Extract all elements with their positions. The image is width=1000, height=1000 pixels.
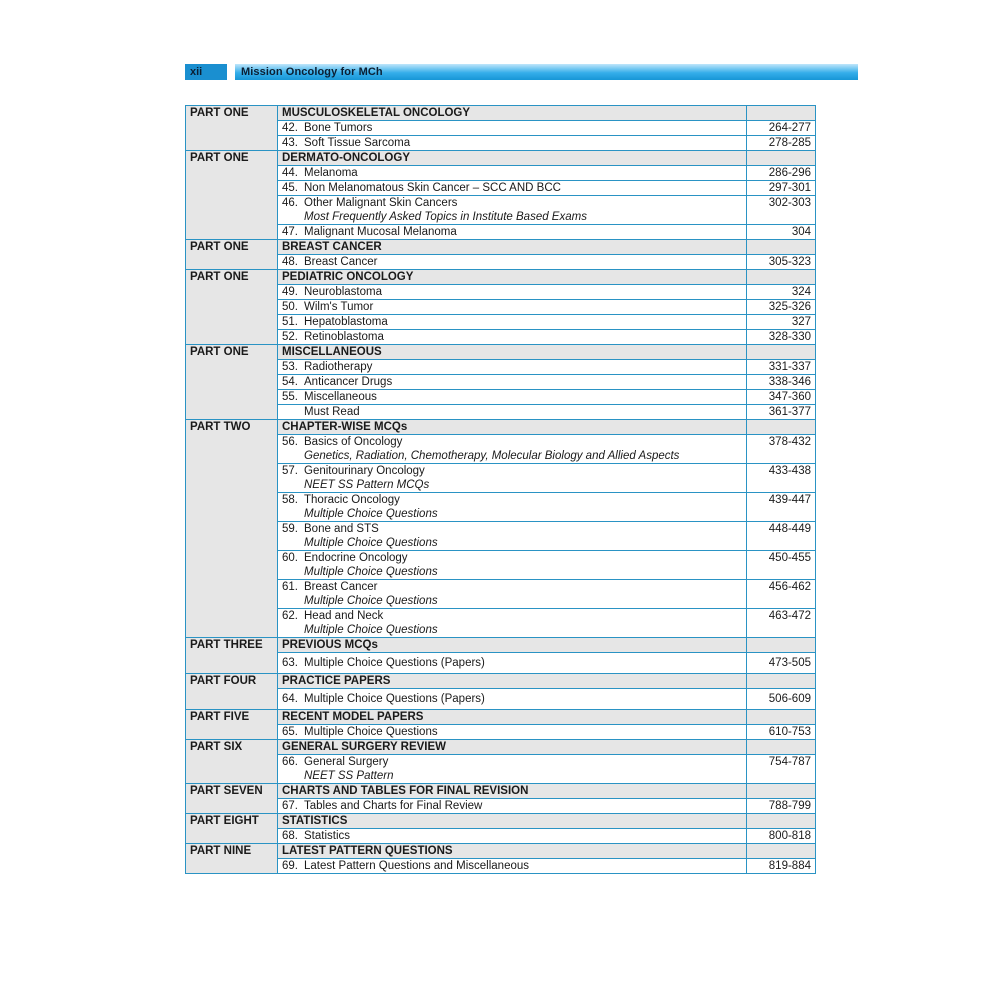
chapter-cell — [278, 689, 747, 710]
chapter-cell — [278, 136, 747, 151]
chapter-pages: 327 — [747, 315, 816, 330]
chapter-cell — [278, 551, 747, 580]
chapter-title: Radiotherapy — [304, 361, 373, 373]
section-title: LATEST PATTERN QUESTIONS — [278, 844, 747, 859]
section-pages-cell — [747, 784, 816, 799]
chapter-title: Wilm's Tumor — [304, 301, 374, 313]
section-row — [186, 740, 816, 755]
chapter-number: 60. — [282, 552, 298, 564]
chapter-pages: 448-449 — [747, 522, 816, 551]
part-label: PART THREE — [186, 638, 278, 674]
chapter-pages: 278-285 — [747, 136, 816, 151]
chapter-cell — [278, 255, 747, 270]
chapter-row — [186, 375, 816, 390]
section-title: STATISTICS — [278, 814, 747, 829]
chapter-number: 44. — [282, 167, 298, 179]
chapter-row — [186, 522, 816, 551]
chapter-title: Basics of Oncology — [304, 436, 403, 448]
chapter-subtitle: Most Frequently Asked Topics in Institute Based Exams — [304, 211, 587, 223]
section-row — [186, 106, 816, 121]
chapter-number: 61. — [282, 581, 298, 593]
section-pages-cell — [747, 638, 816, 653]
chapter-pages: 361-377 — [747, 405, 816, 420]
section-pages-cell — [747, 106, 816, 121]
section-row — [186, 151, 816, 166]
chapter-number: 66. — [282, 756, 298, 768]
header-bar — [235, 64, 858, 80]
chapter-title: Statistics — [304, 830, 351, 842]
chapter-cell — [278, 799, 747, 814]
chapter-title: Multiple Choice Questions — [304, 726, 438, 738]
chapter-pages: 800-818 — [747, 829, 816, 844]
chapter-pages: 305-323 — [747, 255, 816, 270]
chapter-number: 46. — [282, 197, 298, 209]
section-title: GENERAL SURGERY REVIEW — [278, 740, 747, 755]
chapter-row — [186, 609, 816, 638]
chapter-row — [186, 300, 816, 315]
part-label: PART ONE — [186, 240, 278, 270]
chapter-title: Head and Neck — [304, 610, 384, 622]
chapter-cell — [278, 755, 747, 784]
chapter-row — [186, 829, 816, 844]
part-label: PART ONE — [186, 106, 278, 151]
chapter-title: Non Melanomatous Skin Cancer – SCC AND BCC — [304, 182, 561, 194]
chapter-title: Other Malignant Skin Cancers — [304, 197, 458, 209]
chapter-number: 55. — [282, 391, 298, 403]
chapter-row — [186, 136, 816, 151]
chapter-cell — [278, 609, 747, 638]
chapter-pages: 302-303 — [747, 196, 816, 225]
chapter-cell — [278, 360, 747, 375]
chapter-number: 68. — [282, 830, 298, 842]
chapter-row — [186, 653, 816, 674]
chapter-cell — [278, 300, 747, 315]
chapter-row — [186, 493, 816, 522]
chapter-number: 45. — [282, 182, 298, 194]
chapter-row — [186, 689, 816, 710]
chapter-number: 59. — [282, 523, 298, 535]
chapter-title: Soft Tissue Sarcoma — [304, 137, 411, 149]
chapter-row — [186, 390, 816, 405]
chapter-cell — [278, 225, 747, 240]
section-title: CHAPTER-WISE MCQs — [278, 420, 747, 435]
chapter-pages: 439-447 — [747, 493, 816, 522]
chapter-subtitle: NEET SS Pattern MCQs — [304, 479, 430, 491]
chapter-title: Bone Tumors — [304, 122, 373, 134]
chapter-pages: 473-505 — [747, 653, 816, 674]
section-row — [186, 784, 816, 799]
chapter-title: Genitourinary Oncology — [304, 465, 425, 477]
part-label: PART ONE — [186, 270, 278, 345]
chapter-number: 67. — [282, 800, 298, 812]
chapter-number: 54. — [282, 376, 298, 388]
section-pages-cell — [747, 240, 816, 255]
section-pages-cell — [747, 151, 816, 166]
chapter-cell — [278, 121, 747, 136]
section-pages-cell — [747, 844, 816, 859]
chapter-number: 48. — [282, 256, 298, 268]
chapter-row — [186, 360, 816, 375]
chapter-row — [186, 225, 816, 240]
chapter-number: 53. — [282, 361, 298, 373]
section-pages-cell — [747, 814, 816, 829]
chapter-row — [186, 166, 816, 181]
chapter-cell — [278, 330, 747, 345]
chapter-row — [186, 181, 816, 196]
chapter-cell — [278, 435, 747, 464]
page-number: xii — [185, 64, 227, 80]
chapter-row — [186, 255, 816, 270]
chapter-pages: 286-296 — [747, 166, 816, 181]
chapter-title: Breast Cancer — [304, 581, 378, 593]
chapter-pages: 754-787 — [747, 755, 816, 784]
chapter-cell — [278, 375, 747, 390]
chapter-pages: 788-799 — [747, 799, 816, 814]
chapter-cell — [278, 653, 747, 674]
chapter-number: 56. — [282, 436, 298, 448]
chapter-row — [186, 405, 816, 420]
chapter-cell — [278, 522, 747, 551]
chapter-pages: 325-326 — [747, 300, 816, 315]
chapter-subtitle: Genetics, Radiation, Chemotherapy, Molecular Biology and Allied Aspects — [304, 450, 680, 462]
chapter-number: 58. — [282, 494, 298, 506]
chapter-pages: 264-277 — [747, 121, 816, 136]
chapter-cell — [278, 405, 747, 420]
chapter-cell — [278, 580, 747, 609]
chapter-cell — [278, 181, 747, 196]
chapter-title: Endocrine Oncology — [304, 552, 408, 564]
section-title: MISCELLANEOUS — [278, 345, 747, 360]
section-row — [186, 814, 816, 829]
part-label: PART TWO — [186, 420, 278, 638]
chapter-cell — [278, 166, 747, 181]
chapter-title: Must Read — [304, 406, 360, 418]
chapter-row — [186, 580, 816, 609]
chapter-title: Multiple Choice Questions (Papers) — [304, 693, 485, 705]
section-title: BREAST CANCER — [278, 240, 747, 255]
section-pages-cell — [747, 420, 816, 435]
chapter-title: Thoracic Oncology — [304, 494, 400, 506]
chapter-number: 57. — [282, 465, 298, 477]
chapter-row — [186, 315, 816, 330]
section-title: RECENT MODEL PAPERS — [278, 710, 747, 725]
chapter-row — [186, 121, 816, 136]
chapter-cell — [278, 829, 747, 844]
section-title: MUSCULOSKELETAL ONCOLOGY — [278, 106, 747, 121]
chapter-pages: 819-884 — [747, 859, 816, 874]
chapter-pages: 331-337 — [747, 360, 816, 375]
chapter-number: 51. — [282, 316, 298, 328]
chapter-row — [186, 464, 816, 493]
chapter-pages: 297-301 — [747, 181, 816, 196]
chapter-title: General Surgery — [304, 756, 389, 768]
section-pages-cell — [747, 674, 816, 689]
chapter-pages: 378-432 — [747, 435, 816, 464]
chapter-pages: 610-753 — [747, 725, 816, 740]
chapter-pages: 347-360 — [747, 390, 816, 405]
chapter-number: 49. — [282, 286, 298, 298]
chapter-subtitle: Multiple Choice Questions — [304, 595, 438, 607]
section-title: PRACTICE PAPERS — [278, 674, 747, 689]
part-label: PART FOUR — [186, 674, 278, 710]
chapter-subtitle: Multiple Choice Questions — [304, 624, 438, 636]
chapter-number: 62. — [282, 610, 298, 622]
chapter-title: Breast Cancer — [304, 256, 378, 268]
chapter-cell — [278, 390, 747, 405]
running-header — [185, 64, 858, 80]
chapter-number: 42. — [282, 122, 298, 134]
chapter-cell — [278, 859, 747, 874]
chapter-subtitle: NEET SS Pattern — [304, 770, 394, 782]
chapter-title: Melanoma — [304, 167, 358, 179]
section-row — [186, 420, 816, 435]
chapter-number: 63. — [282, 657, 298, 669]
chapter-pages: 328-330 — [747, 330, 816, 345]
chapter-pages: 463-472 — [747, 609, 816, 638]
chapter-row — [186, 799, 816, 814]
table-of-contents — [185, 105, 816, 874]
chapter-row — [186, 330, 816, 345]
chapter-cell — [278, 196, 747, 225]
section-row — [186, 638, 816, 653]
section-pages-cell — [747, 270, 816, 285]
chapter-cell — [278, 725, 747, 740]
chapter-row — [186, 285, 816, 300]
chapter-pages: 456-462 — [747, 580, 816, 609]
chapter-pages: 338-346 — [747, 375, 816, 390]
chapter-number: 47. — [282, 226, 298, 238]
chapter-row — [186, 859, 816, 874]
section-title: PREVIOUS MCQs — [278, 638, 747, 653]
book-title: Mission Oncology for MCh — [241, 66, 383, 78]
section-pages-cell — [747, 740, 816, 755]
chapter-title: Latest Pattern Questions and Miscellaneous — [304, 860, 530, 872]
chapter-row — [186, 725, 816, 740]
section-row — [186, 674, 816, 689]
section-row — [186, 844, 816, 859]
chapter-pages: 506-609 — [747, 689, 816, 710]
chapter-number: 43. — [282, 137, 298, 149]
chapter-pages: 324 — [747, 285, 816, 300]
chapter-row — [186, 551, 816, 580]
section-title: PEDIATRIC ONCOLOGY — [278, 270, 747, 285]
chapter-row — [186, 435, 816, 464]
section-title: DERMATO-ONCOLOGY — [278, 151, 747, 166]
chapter-title: Hepatoblastoma — [304, 316, 388, 328]
section-title: CHARTS AND TABLES FOR FINAL REVISION — [278, 784, 747, 799]
chapter-title: Tables and Charts for Final Review — [304, 800, 483, 812]
chapter-subtitle: Multiple Choice Questions — [304, 537, 438, 549]
chapter-cell — [278, 315, 747, 330]
part-label: PART FIVE — [186, 710, 278, 740]
section-row — [186, 345, 816, 360]
section-pages-cell — [747, 710, 816, 725]
chapter-cell — [278, 464, 747, 493]
chapter-cell — [278, 285, 747, 300]
chapter-title: Malignant Mucosal Melanoma — [304, 226, 457, 238]
section-row — [186, 710, 816, 725]
chapter-title: Bone and STS — [304, 523, 379, 535]
chapter-title: Neuroblastoma — [304, 286, 382, 298]
part-label: PART ONE — [186, 345, 278, 420]
chapter-number: 64. — [282, 693, 298, 705]
part-label: PART EIGHT — [186, 814, 278, 844]
chapter-title: Multiple Choice Questions (Papers) — [304, 657, 485, 669]
chapter-pages: 433-438 — [747, 464, 816, 493]
chapter-row — [186, 755, 816, 784]
chapter-subtitle: Multiple Choice Questions — [304, 566, 438, 578]
chapter-title: Retinoblastoma — [304, 331, 384, 343]
chapter-row — [186, 196, 816, 225]
chapter-number: 69. — [282, 860, 298, 872]
part-label: PART NINE — [186, 844, 278, 874]
part-label: PART SEVEN — [186, 784, 278, 814]
chapter-title: Anticancer Drugs — [304, 376, 393, 388]
chapter-title: Miscellaneous — [304, 391, 377, 403]
chapter-pages: 450-455 — [747, 551, 816, 580]
chapter-number: 52. — [282, 331, 298, 343]
chapter-cell — [278, 493, 747, 522]
chapter-number: 50. — [282, 301, 298, 313]
chapter-subtitle: Multiple Choice Questions — [304, 508, 438, 520]
section-row — [186, 240, 816, 255]
section-pages-cell — [747, 345, 816, 360]
section-row — [186, 270, 816, 285]
chapter-pages: 304 — [747, 225, 816, 240]
part-label: PART SIX — [186, 740, 278, 784]
part-label: PART ONE — [186, 151, 278, 240]
chapter-number: 65. — [282, 726, 298, 738]
